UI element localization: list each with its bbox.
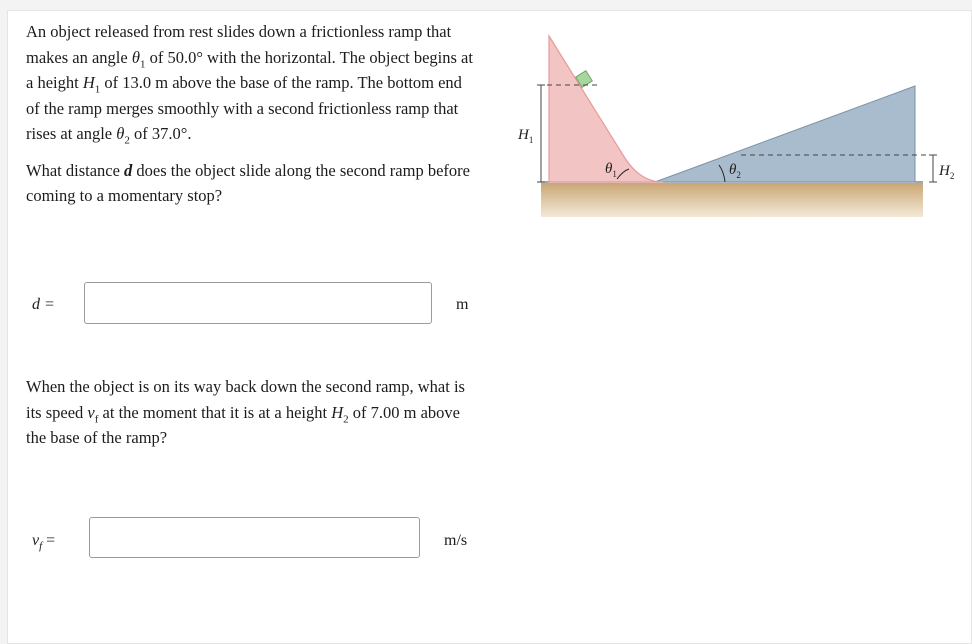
d-symbol: d xyxy=(124,160,133,180)
d-answer-label: d = xyxy=(32,296,55,313)
d-answer-input[interactable] xyxy=(84,282,432,324)
question-1-prompt: What distance d does the object slide along the second ramp before coming to a momentary stop? xyxy=(26,160,470,205)
theta1-label: $\theta_1$ xyxy=(605,161,617,179)
intro-text: of 50.0° with the horizontal. The object begins at a height xyxy=(26,47,473,92)
ground xyxy=(541,183,923,217)
h1-symbol: $H_1$ xyxy=(82,73,101,96)
h1-label: $H_1$ xyxy=(518,127,534,145)
d-unit: m xyxy=(456,296,469,313)
h2-symbol: $H_2$ xyxy=(331,402,349,425)
h2-label: $H_2$ xyxy=(939,163,955,181)
ramp-diagram xyxy=(505,31,965,231)
theta2-symbol: $\theta_2$ xyxy=(116,124,130,147)
vf-unit: m/s xyxy=(444,532,468,549)
problem-intro xyxy=(26,19,476,147)
question-2-prompt: When the object is on its way back down the second ramp, what is its speed $v_f$ at the moment that it is at a height $H_2$ of 7.00 m above the base of the ramp? xyxy=(26,377,465,447)
intro-text: An object released from rest slides down a frictionless ramp that makes an angle xyxy=(26,22,452,67)
problem-statement xyxy=(26,19,476,220)
intro-text: of 13.0 m above the base of the ramp. The bottom end of the ramp merges smoothly with a second frictionless ramp that rises at angle xyxy=(26,73,462,143)
vf-symbol: $v_f$ xyxy=(87,402,99,425)
second-ramp xyxy=(655,86,915,182)
vf-answer-input[interactable] xyxy=(89,517,420,558)
intro-text: of 37.0°. xyxy=(129,124,192,143)
theta2-label: $\theta_2$ xyxy=(729,162,741,180)
theta1-symbol: $\theta_1$ xyxy=(131,47,146,70)
vf-answer-label: $v_f$ = xyxy=(32,532,56,553)
question-card xyxy=(7,10,972,644)
